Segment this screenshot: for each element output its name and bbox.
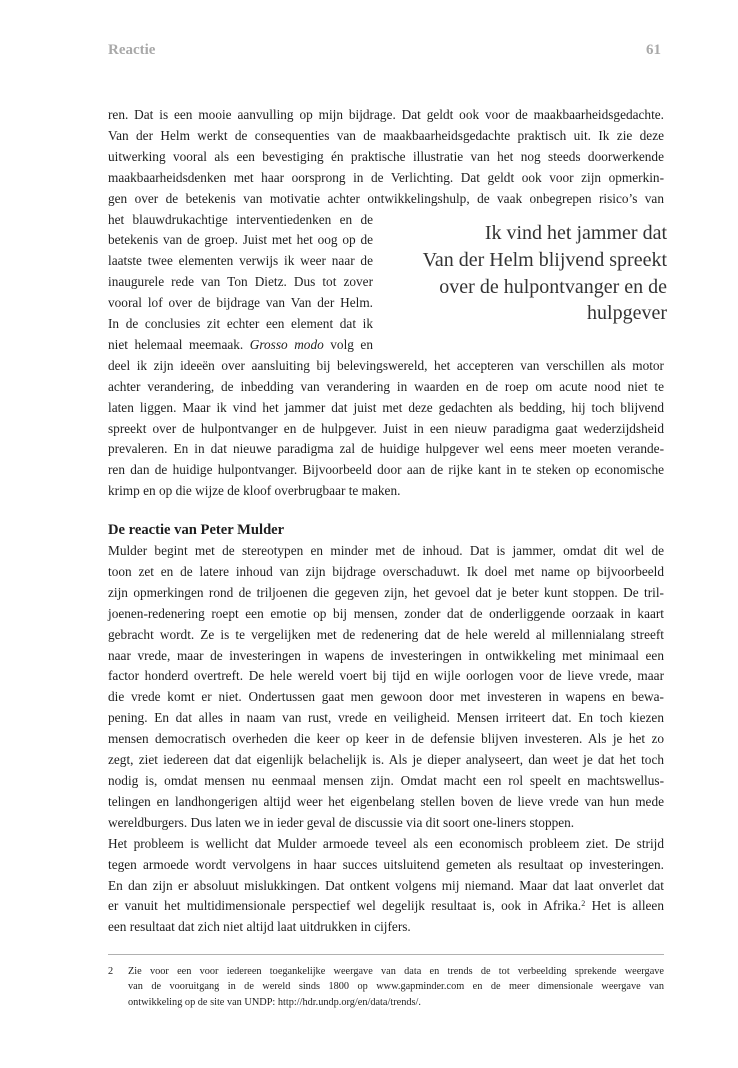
paragraph-top [108, 105, 664, 210]
footnote-line: Zie voor een voor iedereen toegankelijke weergave van data en trends de tot verbeelding sprekende weergave [128, 966, 664, 977]
footnote-line: ontwikkeling op de site van UNDP: http://hdr.undp.org/en/data/trends/. [128, 996, 421, 1008]
text-line: die vrede komt er niet. Ondertussen gaat men gewoon door met investeren in wapens en bewa- [108, 689, 664, 705]
text-line: ren dan de huidige hulpontvanger. Bijvoorbeeld door aan de rijke kant in te steken op economische [108, 462, 664, 478]
running-header [108, 42, 661, 62]
text-line: In de conclusies zit echter een element dat ik [108, 316, 373, 332]
text-line: inaugurele rede van Ton Dietz. Dus tot zover [108, 274, 373, 290]
paragraph-mulder [108, 541, 664, 938]
text-line: Mulder begint met de stereotypen en minder met de inhoud. Dat is jammer, omdat dit wel de [108, 543, 664, 558]
text-line: spreekt over de hulpontvanger en de hulpgever. Juist in een nieuw paradigma gaat wederzijdsheid [108, 420, 664, 436]
footnote-line: van de vooruitgang in de wereld sinds 1800 op www.gapminder.com en de meer dimensionale weergave van [128, 981, 664, 993]
pull-quote-line: hulpgever [587, 302, 667, 325]
text-line: Van der Helm werkt de consequenties van de maakbaarheidsgedachte praktisch uit. Ik zie deze [108, 127, 664, 143]
text-line: krimp en op die wijze de kloof overbrugbaar te maken. [108, 483, 401, 499]
text-line: En dan zijn er absoluut mislukkingen. Dat ontkent volgens mij niemand. Maar dat laat onverlet dat [108, 877, 664, 893]
paragraph-continuation [108, 356, 664, 502]
text-line: het blauwdrukachtige interventiedenken en de [108, 211, 373, 227]
pull-quote-line: Van der Helm blijvend spreekt [422, 248, 667, 271]
text-line: niet helemaal meemaak. Grosso modo volg en [108, 336, 373, 352]
text-line: een resultaat dat zich niet altijd laat uitdrukken in cijfers. [108, 919, 411, 935]
section-title: Reactie [108, 42, 156, 58]
footnote-divider [108, 954, 664, 955]
text-line: vooral lof over de bijdrage van Van der Helm. [108, 295, 373, 311]
text-line: achter verandering, de inbedding van verandering in waarden en de roep om acute nood niet te [108, 378, 664, 394]
text-line: deel ik zijn ideeën over aansluiting bij belevingswereld, het accepteren van verschillen als motor [108, 357, 664, 373]
text-line: tegen armoede wordt vervolgens in haar succes uitsluitend gemeten als resultaat op investeringen. [108, 856, 664, 872]
text-line: betekenis van de groep. Juist met het oog op de [108, 232, 373, 248]
text-line: zegt, ziet iedereen dat dat eigenlijk belachelijk is. Als je dieper analyseert, dan weet je dat het toch [108, 752, 664, 768]
italic-phrase: Grosso modo [249, 336, 324, 352]
paragraph-narrow [108, 210, 373, 356]
text-line: uitwerking vooral als een bevestiging én praktische illustratie van het nog steeds doorwerkende [108, 148, 664, 164]
text-line: laten liggen. Maar ik vind het jammer dat juist met deze gedachten als bedding, hij toch blijvend [108, 399, 664, 415]
text-line: prevaleren. En in dat nieuwe paradigma zal de huidige hulpgever wel eens meer moeten verande- [108, 441, 664, 457]
footnote-number: 2 [108, 966, 114, 977]
pull-quote [386, 220, 667, 327]
text-line: pening. En dat alles in naam van rust, vrede en veiligheid. Mensen irriteert dat. En toch kiezen [108, 710, 664, 726]
text-line: er vanuit het multidimensionale perspectief wel degelijk resultaat is, ook in Afrika.$^2$ Het is alleen [108, 898, 664, 914]
text-line: maakbaarheidsdenken met haar oorsprong in de Verlichting. Dat geldt ook voor zijn opmerkin- [108, 169, 664, 185]
text-line: Het probleem is wellicht dat Mulder armoede teveel als een economisch probleem ziet. De strijd [108, 835, 664, 851]
text-line: gebracht wordt. Ze is te vergelijken met de redenering dat de hele wereld al millennialang streeft [108, 626, 664, 642]
text-line: ren. Dat is een mooie aanvulling op mijn bijdrage. Dat geldt ook voor de maakbaarheidsgedachte. [108, 107, 664, 122]
text-line: gen over de betekenis van motivatie achter ontwikkelingshulp, de vaak onbegrepen risico’s van [108, 190, 664, 206]
pull-quote-line: Ik vind het jammer dat [484, 222, 667, 244]
text-line: toon zet en de latere inhoud van zijn bijdrage overschaduwt. Ik doel met name op bijvoorbeeld [108, 563, 664, 579]
section-heading: De reactie van Peter Mulder [108, 522, 285, 538]
text-line: mensen democratisch overheden die keer op keer in de defensie blijven investeren. Als je het zo [108, 731, 664, 747]
text-line: nodig is, omdat mensen nu eenmaal mensen zijn. Omdat macht een rol speelt en machtswellus- [108, 772, 664, 788]
pull-quote-line: over de hulpontvanger en de [439, 275, 667, 298]
text-line: factor honderd overtreft. De hele wereld voert bij tijd en wijle oorlogen voor de lieve vrede, maar [108, 668, 664, 684]
text-line: telingen en landhongerigen altijd weer het eigenbelang stellen boven de lieve vrede van hun mede [108, 793, 664, 809]
text-line: zijn opmerkingen rond de triljoenen die gegeven zijn, het gevoel dat je beter kunt stoppen. De tril- [108, 584, 664, 600]
text-line: joenen-redenering roept een emotie op bij mensen, zonder dat de onderliggende oorzaak in kaart [108, 605, 664, 621]
text-line: laatste twee elementen verwijs ik weer naar de [108, 253, 373, 269]
page-number: 61 [646, 42, 661, 58]
text-line: naar vrede, maar de investeringen in wapens de investeringen in ontwikkeling met minimaal een [108, 647, 664, 663]
footnote-ref[interactable]: 2 [581, 899, 586, 909]
text-line: wereldburgers. Dus laten we in ieder geval de discussie via dit soort one-liners stoppen. [108, 814, 575, 830]
